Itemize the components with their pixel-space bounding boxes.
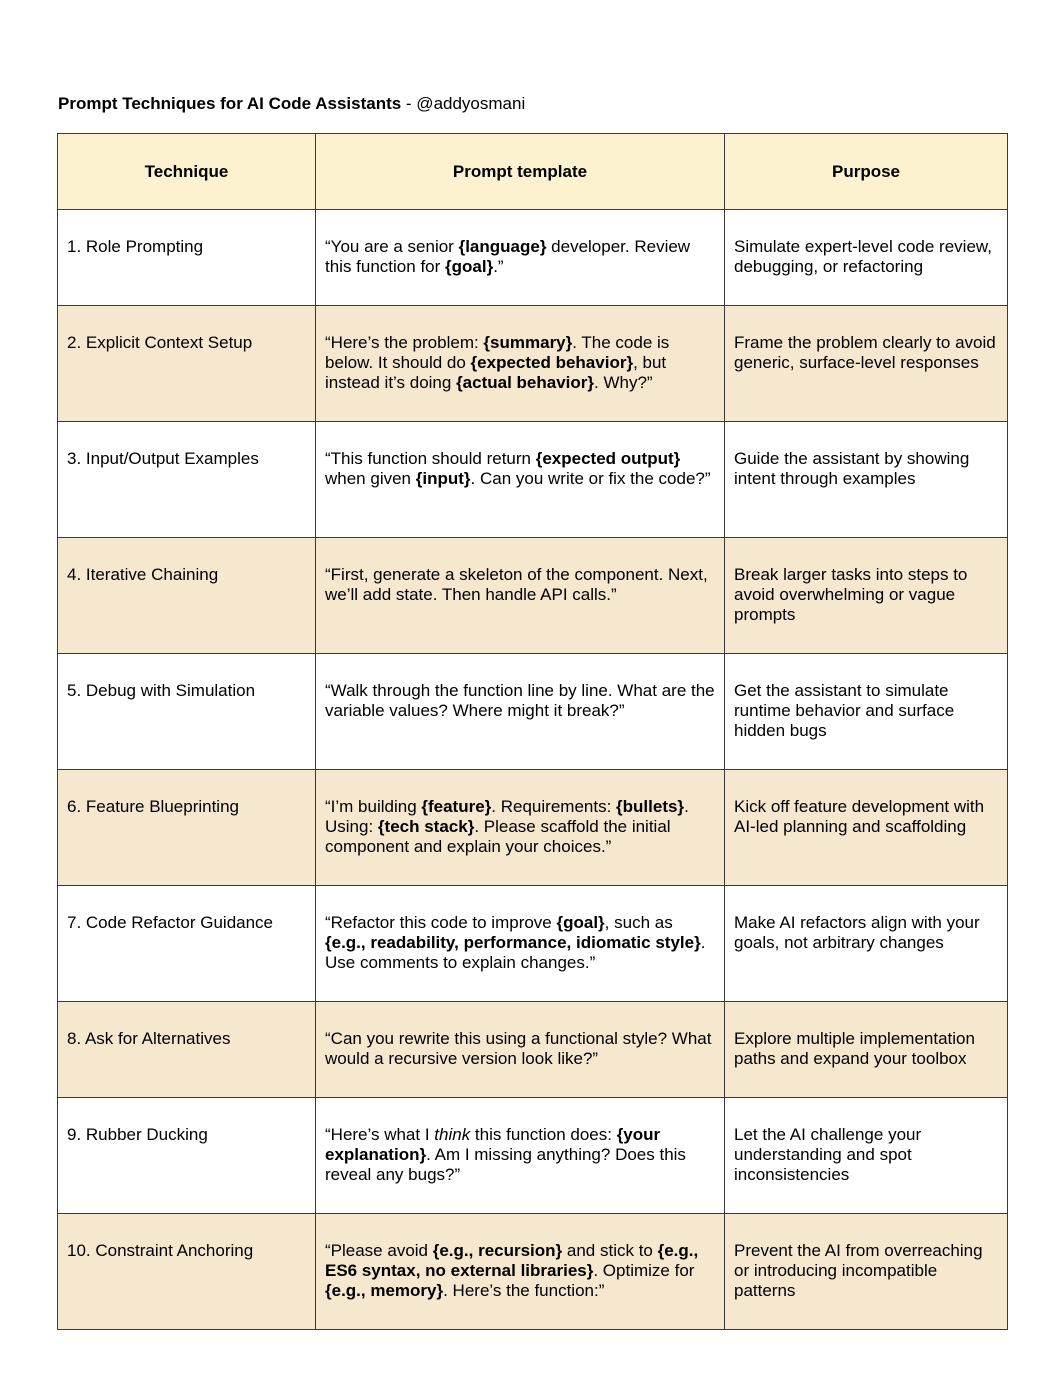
placeholder-variable: {e.g., readability, performance, idiomatic style} — [325, 933, 701, 952]
purpose-cell: Get the assistant to simulate runtime behavior and surface hidden bugs — [725, 654, 1008, 770]
placeholder-variable: {actual behavior} — [456, 373, 595, 392]
prompt-text: . Using: — [325, 797, 689, 836]
prompt-template-cell — [316, 654, 725, 770]
document-title — [58, 93, 525, 115]
prompt-text: . Why?” — [594, 373, 653, 392]
prompt-text: “First, generate a skeleton of the component. Next, we’ll add state. Then handle API calls.” — [325, 565, 708, 604]
prompt-text: “You are a senior — [325, 237, 459, 256]
prompt-text: . Am I missing anything? Does this reveal any bugs?” — [325, 1145, 686, 1184]
placeholder-variable: {goal} — [445, 257, 494, 276]
prompt-text: . Optimize for — [593, 1261, 695, 1280]
emphasis-text: think — [434, 1125, 471, 1144]
prompt-template-cell — [316, 538, 725, 654]
purpose-cell: Prevent the AI from overreaching or introducing incompatible patterns — [725, 1214, 1008, 1330]
prompt-text: this function does: — [470, 1125, 617, 1144]
prompt-text: . Use comments to explain changes.” — [325, 933, 706, 972]
header-prompt-template: Prompt template — [316, 134, 725, 210]
technique-cell: 7. Code Refactor Guidance — [58, 886, 316, 1002]
prompt-template-cell — [316, 1098, 725, 1214]
table-header-row — [58, 134, 1008, 210]
prompt-text: “Refactor this code to improve — [325, 913, 557, 932]
prompt-text: developer. Review this function for — [325, 237, 691, 276]
prompt-text: when given — [325, 469, 416, 488]
purpose-cell: Frame the problem clearly to avoid generic, surface-level responses — [725, 306, 1008, 422]
purpose-cell: Make AI refactors align with your goals, not arbitrary changes — [725, 886, 1008, 1002]
prompt-text: . Please scaffold the initial component and explain your choices.” — [325, 817, 671, 856]
prompt-text: . Requirements: — [491, 797, 617, 816]
header-purpose: Purpose — [725, 134, 1008, 210]
prompt-template-cell — [316, 306, 725, 422]
document-title-main: Prompt Techniques for AI Code Assistants — [58, 94, 402, 113]
table-row — [58, 422, 1008, 538]
prompt-text: and stick to — [562, 1241, 658, 1260]
prompt-text: . The code is below. It should do — [325, 333, 670, 372]
table-row — [58, 210, 1008, 306]
document-title-author: - @addyosmani — [401, 94, 526, 113]
prompt-template-cell — [316, 210, 725, 306]
table-row — [58, 538, 1008, 654]
placeholder-variable: {your explanation} — [325, 1125, 661, 1164]
table-row — [58, 886, 1008, 1002]
table-body — [58, 210, 1008, 1330]
purpose-cell: Guide the assistant by showing intent through examples — [725, 422, 1008, 538]
prompt-text: “Can you rewrite this using a functional style? What would a recursive version look like?” — [325, 1029, 712, 1068]
placeholder-variable: {e.g., ES6 syntax, no external libraries} — [325, 1241, 699, 1280]
prompt-text: “This function should return — [325, 449, 536, 468]
technique-cell: 6. Feature Blueprinting — [58, 770, 316, 886]
technique-cell: 9. Rubber Ducking — [58, 1098, 316, 1214]
technique-cell: 1. Role Prompting — [58, 210, 316, 306]
placeholder-variable: {goal} — [556, 913, 605, 932]
table-row — [58, 1214, 1008, 1330]
technique-cell: 3. Input/Output Examples — [58, 422, 316, 538]
prompt-text: “Walk through the function line by line. What are the variable values? Where might it break?” — [325, 681, 715, 720]
placeholder-variable: {bullets} — [616, 797, 685, 816]
technique-cell: 10. Constraint Anchoring — [58, 1214, 316, 1330]
placeholder-variable: {expected output} — [535, 449, 681, 468]
prompt-text: “Here’s what I — [325, 1125, 435, 1144]
prompt-template-cell — [316, 422, 725, 538]
prompt-template-cell — [316, 1214, 725, 1330]
prompt-text: “Please avoid — [325, 1241, 433, 1260]
table-row — [58, 1002, 1008, 1098]
purpose-cell: Explore multiple implementation paths and expand your toolbox — [725, 1002, 1008, 1098]
prompt-text: .” — [493, 257, 504, 276]
placeholder-variable: {input} — [415, 469, 471, 488]
purpose-cell: Break larger tasks into steps to avoid overwhelming or vague prompts — [725, 538, 1008, 654]
table-row — [58, 1098, 1008, 1214]
prompt-techniques-table — [57, 133, 1008, 1330]
placeholder-variable: {tech stack} — [377, 817, 475, 836]
placeholder-variable: {e.g., memory} — [325, 1281, 444, 1300]
table-row — [58, 306, 1008, 422]
prompt-template-cell — [316, 770, 725, 886]
prompt-text: “Here’s the problem: — [325, 333, 484, 352]
prompt-text: , such as — [604, 913, 673, 932]
technique-cell: 2. Explicit Context Setup — [58, 306, 316, 422]
technique-cell: 8. Ask for Alternatives — [58, 1002, 316, 1098]
prompt-text: “I’m building — [325, 797, 422, 816]
placeholder-variable: {e.g., recursion} — [432, 1241, 563, 1260]
prompt-template-cell — [316, 886, 725, 1002]
placeholder-variable: {feature} — [421, 797, 492, 816]
table-row — [58, 770, 1008, 886]
technique-cell: 4. Iterative Chaining — [58, 538, 316, 654]
purpose-cell: Kick off feature development with AI-led planning and scaffolding — [725, 770, 1008, 886]
table-row — [58, 654, 1008, 770]
purpose-cell: Simulate expert-level code review, debugging, or refactoring — [725, 210, 1008, 306]
prompt-text: . Here’s the function:” — [443, 1281, 605, 1300]
header-technique: Technique — [58, 134, 316, 210]
placeholder-variable: {language} — [458, 237, 547, 256]
prompt-text: . Can you write or fix the code?” — [470, 469, 711, 488]
technique-cell: 5. Debug with Simulation — [58, 654, 316, 770]
placeholder-variable: {summary} — [483, 333, 573, 352]
placeholder-variable: {expected behavior} — [470, 353, 634, 372]
purpose-cell: Let the AI challenge your understanding and spot inconsistencies — [725, 1098, 1008, 1214]
prompt-text: , but instead it’s doing — [325, 353, 667, 392]
prompt-template-cell — [316, 1002, 725, 1098]
